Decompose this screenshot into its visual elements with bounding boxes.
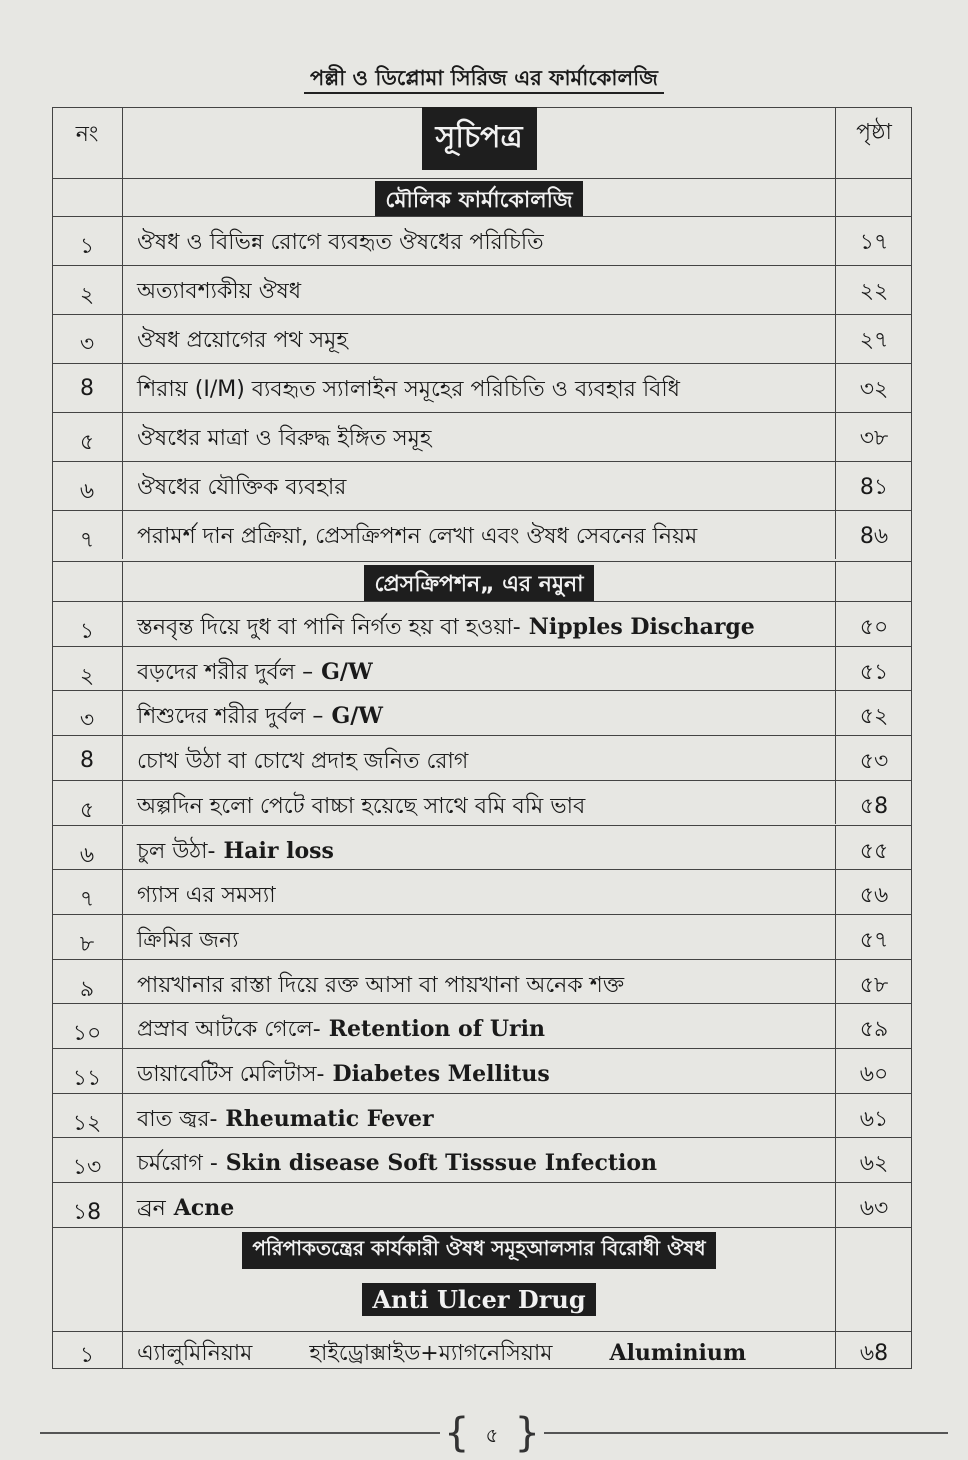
item-number: ৬ xyxy=(79,842,95,868)
item-title-english: Aluminium xyxy=(609,1340,747,1366)
toc-row xyxy=(52,959,912,1004)
item-title: চর্মরোগ - xyxy=(137,1151,218,1177)
item-title-english: Nipples Discharge xyxy=(528,614,755,640)
item-title: ডায়াবেটিস মেলিটাস- xyxy=(137,1062,325,1087)
item-title-cell xyxy=(122,462,836,510)
left-brace: { xyxy=(444,1410,470,1456)
section-title: প্রেসক্রিপশন„ এর নমুনা xyxy=(364,565,593,601)
section-row xyxy=(52,561,912,601)
toc-row xyxy=(52,1137,912,1182)
item-title-cell xyxy=(122,647,836,691)
item-title: বাত জ্বর- xyxy=(137,1106,218,1132)
item-title-cell xyxy=(122,1183,836,1227)
item-number: ৩ xyxy=(79,332,95,357)
item-page: ৫৭ xyxy=(859,927,889,953)
item-number: ২ xyxy=(79,663,95,689)
toc-row xyxy=(52,601,912,646)
item-title: ঔষধের যৌক্তিক ব্যবহার xyxy=(137,475,347,500)
item-page: ৬৩ xyxy=(859,1196,889,1222)
item-page: ৫৮ xyxy=(859,972,889,998)
item-page: ৫৫ xyxy=(859,838,889,864)
item-title-cell xyxy=(122,413,836,461)
item-page: ৬২ xyxy=(859,1151,889,1177)
item-title: চুল উঠা- xyxy=(137,838,216,864)
running-header-text: পল্লী ও ডিপ্লোমা সিরিজ এর ফার্মাকোলজি xyxy=(304,66,664,94)
item-number: ৬ xyxy=(79,479,95,504)
section-title: মৌলিক ফার্মাকোলজি xyxy=(375,181,582,216)
item-title-cell xyxy=(122,691,836,735)
item-number: ১ xyxy=(79,234,95,259)
section-title-cell xyxy=(122,1228,836,1331)
page-cell-empty xyxy=(836,562,912,601)
item-number: ৮ xyxy=(79,931,95,957)
footer-page-number xyxy=(440,1410,544,1456)
toc-row xyxy=(52,914,912,959)
item-number: ৭ xyxy=(79,528,95,553)
item-title-cell xyxy=(122,266,836,314)
toc-row xyxy=(52,1331,912,1369)
item-title: ঔষধের মাত্রা ও বিরুদ্ধ ইঙ্গিত সমূহ xyxy=(137,426,432,451)
toc-row xyxy=(52,265,912,314)
item-page: ৩৮ xyxy=(859,426,889,451)
item-title-cell xyxy=(122,1004,836,1048)
item-title-english: Rheumatic Fever xyxy=(225,1105,434,1132)
page-cell-empty xyxy=(836,1228,912,1331)
footer-rule-left xyxy=(40,1432,440,1434)
item-number: 8 xyxy=(80,748,94,774)
item-page: 8৬ xyxy=(859,524,889,549)
num-cell-empty xyxy=(52,562,122,601)
item-title-english: Retention of Urin xyxy=(328,1016,545,1043)
item-number: ৯ xyxy=(79,976,95,1002)
item-title: ঔষধ ও বিভিন্ন রোগে ব্যবহৃত ঔষধের পরিচিতি xyxy=(137,230,544,255)
item-title: স্তনবৃন্ত দিয়ে দুধ বা পানি নির্গত হয় বা হওয়া- xyxy=(137,615,521,640)
toc-row xyxy=(52,216,912,265)
num-cell-empty xyxy=(52,1228,122,1331)
toc-row xyxy=(52,735,912,780)
footer-rule-right xyxy=(544,1432,948,1434)
toc-row xyxy=(52,461,912,510)
item-number: 8 xyxy=(80,376,94,401)
item-title-cell xyxy=(122,1094,836,1138)
item-title: শিরায় (I/M) ব্যবহৃত স্যালাইন সমূহের পরিচিতি ও ব্যবহার বিধি xyxy=(137,377,681,402)
toc-row xyxy=(52,1182,912,1227)
item-title-english: Diabetes Mellitus xyxy=(332,1061,550,1087)
item-title-part: এ্যালুমিনিয়াম xyxy=(137,1341,253,1366)
item-page: ৫৯ xyxy=(859,1017,889,1043)
item-title: পরামর্শ দান প্রক্রিয়া, প্রেসক্রিপশন লেখা এবং ঔষধ সেবনের নিয়ম xyxy=(137,524,698,549)
toc-row xyxy=(52,690,912,735)
item-number: ৫ xyxy=(79,430,95,455)
item-title: অত্যাবশ্যকীয় ঔষধ xyxy=(137,279,302,304)
item-title-cell xyxy=(122,1332,836,1369)
item-page: ২৭ xyxy=(859,328,889,353)
item-number: ১০ xyxy=(72,1021,102,1047)
toc-row xyxy=(52,646,912,691)
item-number: ১৩ xyxy=(72,1155,102,1181)
item-title: চোখ উঠা বা চোখে প্রদাহ জনিত রোগ xyxy=(137,749,469,775)
item-title-cell xyxy=(122,826,836,870)
item-page: 8১ xyxy=(859,475,889,500)
right-brace: } xyxy=(514,1410,540,1456)
item-title: ক্রিমির জন্য xyxy=(137,927,239,953)
item-page: ৫২ xyxy=(859,704,889,730)
table-of-contents xyxy=(52,107,912,1369)
item-page: ৫8 xyxy=(859,793,889,819)
item-page: ২২ xyxy=(859,279,889,304)
section-row xyxy=(52,178,912,216)
item-title: ব্রন xyxy=(137,1196,166,1222)
item-number: ৫ xyxy=(79,797,95,823)
toc-row xyxy=(52,780,912,825)
item-title-cell xyxy=(122,217,836,265)
item-title-english: Hair loss xyxy=(223,837,334,864)
item-number: ৩ xyxy=(79,708,95,734)
item-page: ৫৩ xyxy=(859,749,889,775)
toc-row xyxy=(52,1003,912,1048)
item-title: শিশুদের শরীর দুর্বল – xyxy=(137,704,324,730)
toc-row xyxy=(52,314,912,363)
item-title-part: হাইড্রোক্সাইড+ম্যাগনেসিয়াম xyxy=(309,1341,553,1366)
item-title: পায়খানার রাস্তা দিয়ে রক্ত আসা বা পায়খানা অনেক শক্ত xyxy=(137,972,625,998)
item-page: ৬১ xyxy=(859,1106,889,1132)
item-title-english: G/W xyxy=(331,703,383,730)
num-cell-empty xyxy=(52,179,122,216)
page-number: ৫ xyxy=(485,1423,499,1447)
item-page: ৫১ xyxy=(859,659,889,685)
item-number: ১ xyxy=(79,1343,95,1368)
num-column-label: নং xyxy=(75,122,99,147)
item-page: ৬০ xyxy=(859,1062,889,1087)
item-title-english: G/W xyxy=(321,658,373,685)
item-page: ৩২ xyxy=(859,377,889,402)
item-number: ২ xyxy=(79,283,95,308)
toc-row xyxy=(52,510,912,559)
item-title: প্রস্রাব আটকে গেলে- xyxy=(137,1017,321,1043)
toc-row xyxy=(52,363,912,412)
item-page: ১৭ xyxy=(859,230,889,255)
running-header xyxy=(0,62,968,97)
item-number: ১8 xyxy=(72,1200,102,1226)
item-title-cell xyxy=(122,602,836,646)
item-title-cell xyxy=(122,736,836,780)
item-title-cell xyxy=(122,960,836,1004)
item-title-english: Acne xyxy=(173,1195,235,1222)
item-title: অল্পদিন হলো পেটে বাচ্চা হয়েছে সাথে বমি বমি ভাব xyxy=(137,793,586,819)
item-title-english: Skin disease Soft Tisssue Infection xyxy=(225,1150,658,1177)
toc-row xyxy=(52,825,912,870)
toc-row xyxy=(52,869,912,914)
item-title-cell xyxy=(122,915,836,959)
item-title: বড়দের শরীর দুর্বল – xyxy=(137,659,314,685)
item-page: ৫৬ xyxy=(859,883,889,909)
toc-title: সূচিপত্র xyxy=(422,107,537,170)
toc-title-cell xyxy=(122,107,836,178)
item-title-cell xyxy=(122,1049,836,1093)
page-cell-empty xyxy=(836,179,912,216)
section-title-cell xyxy=(122,562,836,601)
item-number: ১ xyxy=(79,619,95,644)
item-title-cell xyxy=(122,781,836,825)
item-number: ১২ xyxy=(72,1110,102,1136)
toc-heading-row xyxy=(52,107,912,178)
item-number: ১১ xyxy=(72,1066,102,1091)
section-row xyxy=(52,1227,912,1331)
page-column-label: পৃষ্ঠা xyxy=(856,120,892,145)
item-page: ৫০ xyxy=(859,615,889,640)
toc-row xyxy=(52,412,912,461)
item-title-cell xyxy=(122,315,836,363)
item-number: ৭ xyxy=(79,887,95,913)
toc-row xyxy=(52,1048,912,1093)
section-title-cell xyxy=(122,179,836,216)
toc-row xyxy=(52,1093,912,1138)
item-title-cell xyxy=(122,364,836,412)
item-title-cell xyxy=(122,1138,836,1182)
item-title: ঔষধ প্রয়োগের পথ সমূহ xyxy=(137,328,348,353)
item-title-cell xyxy=(122,511,836,559)
item-title: গ্যাস এর সমস্যা xyxy=(137,883,276,909)
section-title: পরিপাকতন্ত্রের কার্যকারী ঔষধ সমূহআলসার বিরোধী ঔষধ xyxy=(242,1232,715,1269)
item-title-cell xyxy=(122,870,836,914)
item-page: ৬8 xyxy=(859,1341,889,1366)
section-subtitle: Anti Ulcer Drug xyxy=(362,1283,595,1316)
